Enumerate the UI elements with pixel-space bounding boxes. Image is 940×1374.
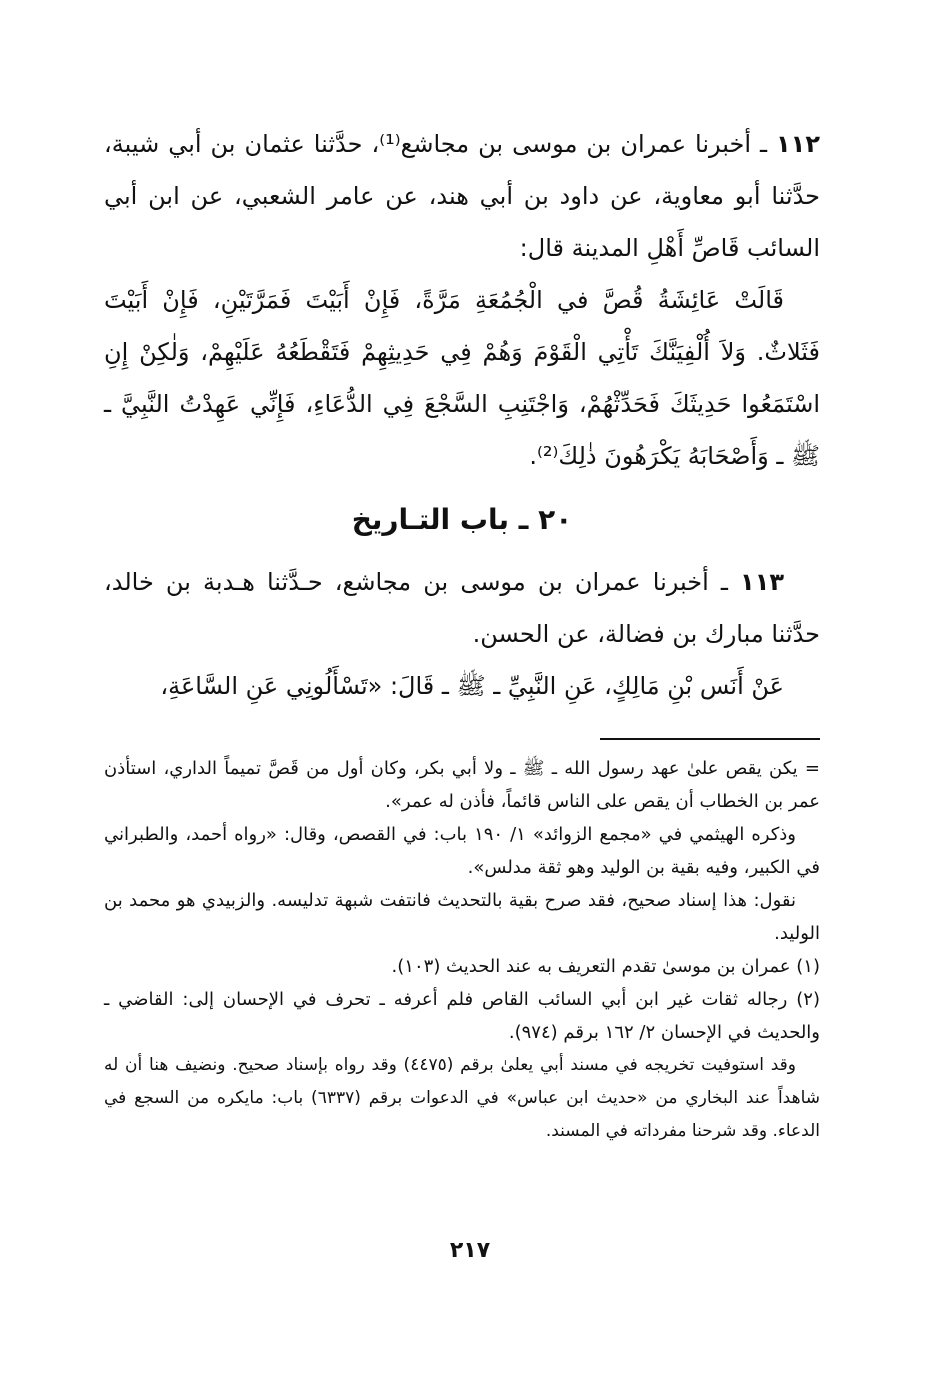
- footnotes: [104, 752, 820, 1148]
- hadith-113-matn: عَنْ أَنَس بْنِ مَالِكٍ، عَنِ النَّبِيِّ ـ ﷺ ـ قَالَ: «تَسْأَلُونِي عَنِ السَّاعَةِ،: [160, 672, 784, 700]
- hadith-113-number: ١١٣: [740, 568, 784, 596]
- hadith-112-isnad-text: ـ أخبرنا عمران بن موسى بن مجاشع⁽¹⁾، حدَّثنا عثمان بن أبي شيبة، حدَّثنا أبو معاوية، عن داود بن أبي هند، عن عامر الشعبي، عن ابن أبي السائب قَاصِّ أَهْلِ المدينة قال:: [104, 130, 820, 262]
- footnote-2: (٢) رجاله ثقات غير ابن أبي السائب القاص فلم أعرفه ـ تحرف في الإحسان إلى: القاضي ـ والحديث في الإحسان ٢/ ١٦٢ برقم (٩٧٤).: [104, 989, 820, 1043]
- footnote-continuation: = يكن يقص علىٰ عهد رسول الله ـ ﷺ ـ ولا أبي بكر، وكان أول من قَصَّ تميماً الداري، استأذن عمر بن الخطاب أن يقص على الناس قائماً، فأذن له عمر».: [104, 758, 820, 812]
- chapter-title: ٢٠ ـ باب التـاريخ: [351, 503, 573, 536]
- footnote-1: (١) عمران بن موسىٰ تقدم التعريف به عند الحديث (١٠٣).: [391, 956, 820, 977]
- footnote-comment: نقول: هذا إسناد صحيح، فقد صرح بقية بالتحديث فانتفت شبهة تدليسه. والزبيدي هو محمد بن الوليد.: [104, 890, 820, 944]
- footnote-divider: [600, 738, 820, 740]
- footnote-2-continuation: وقد استوفيت تخريجه في مسند أبي يعلىٰ برقم (٤٤٧٥) وقد رواه بإسناد صحيح. ونضيف هنا أن له شاهداً عند البخاري من «حديث ابن عباس» في الدعوات برقم (٦٣٣٧) باب: مايكره من السجع في الدعاء. وقد شرحنا مفرداته في المسند.: [104, 1055, 820, 1141]
- main-text: [104, 118, 820, 712]
- hadith-112-matn: قَالَتْ عَائِشَةُ قُصَّ في الْجُمُعَةِ مَرَّةً، فَإِنْ أَبَيْتَ فَمَرَّتَيْنِ، فَإِنْ أَبَيْتَ فَثَلاثٌ. وَلاَ أُلْفِيَنَّكَ تَأْتِي الْقَوْمَ وَهُمْ فِي حَدِيثِهِمْ فَتَقْطَعُهُ عَلَيْهِمْ، وَلٰكِنْ إِنِ اسْتَمَعُوا حَدِيثَكَ فَحَدِّثْهُمْ، وَاجْتَنِبِ السَّجْعَ فِي الدُّعَاءِ، فَإِنِّي عَهِدْتُ النَّبِيَّ ـ ﷺ ـ وَأَصْحَابَهُ يَكْرَهُونَ ذٰلِكَ⁽²⁾.: [104, 286, 820, 470]
- page-number: ٢١٧: [449, 1238, 491, 1263]
- hadith-113-isnad-text: ـ أخبرنا عمران بن موسى بن مجاشع، حـدَّثنا هـدبة بن خالد، حدَّثنا مبارك بن فضالة، عن الحسن.: [104, 568, 820, 648]
- hadith-112-number: ١١٢: [776, 130, 820, 158]
- footnote-haythami: وذكره الهيثمي في «مجمع الزوائد» ١/ ١٩٠ باب: في القصص، وقال: «رواه أحمد، والطبراني في الكبير، وفيه بقية بن الوليد وهو ثقة مدلس».: [104, 824, 820, 878]
- hadith-113-isnad: [104, 556, 820, 660]
- hadith-112-isnad: [104, 118, 820, 274]
